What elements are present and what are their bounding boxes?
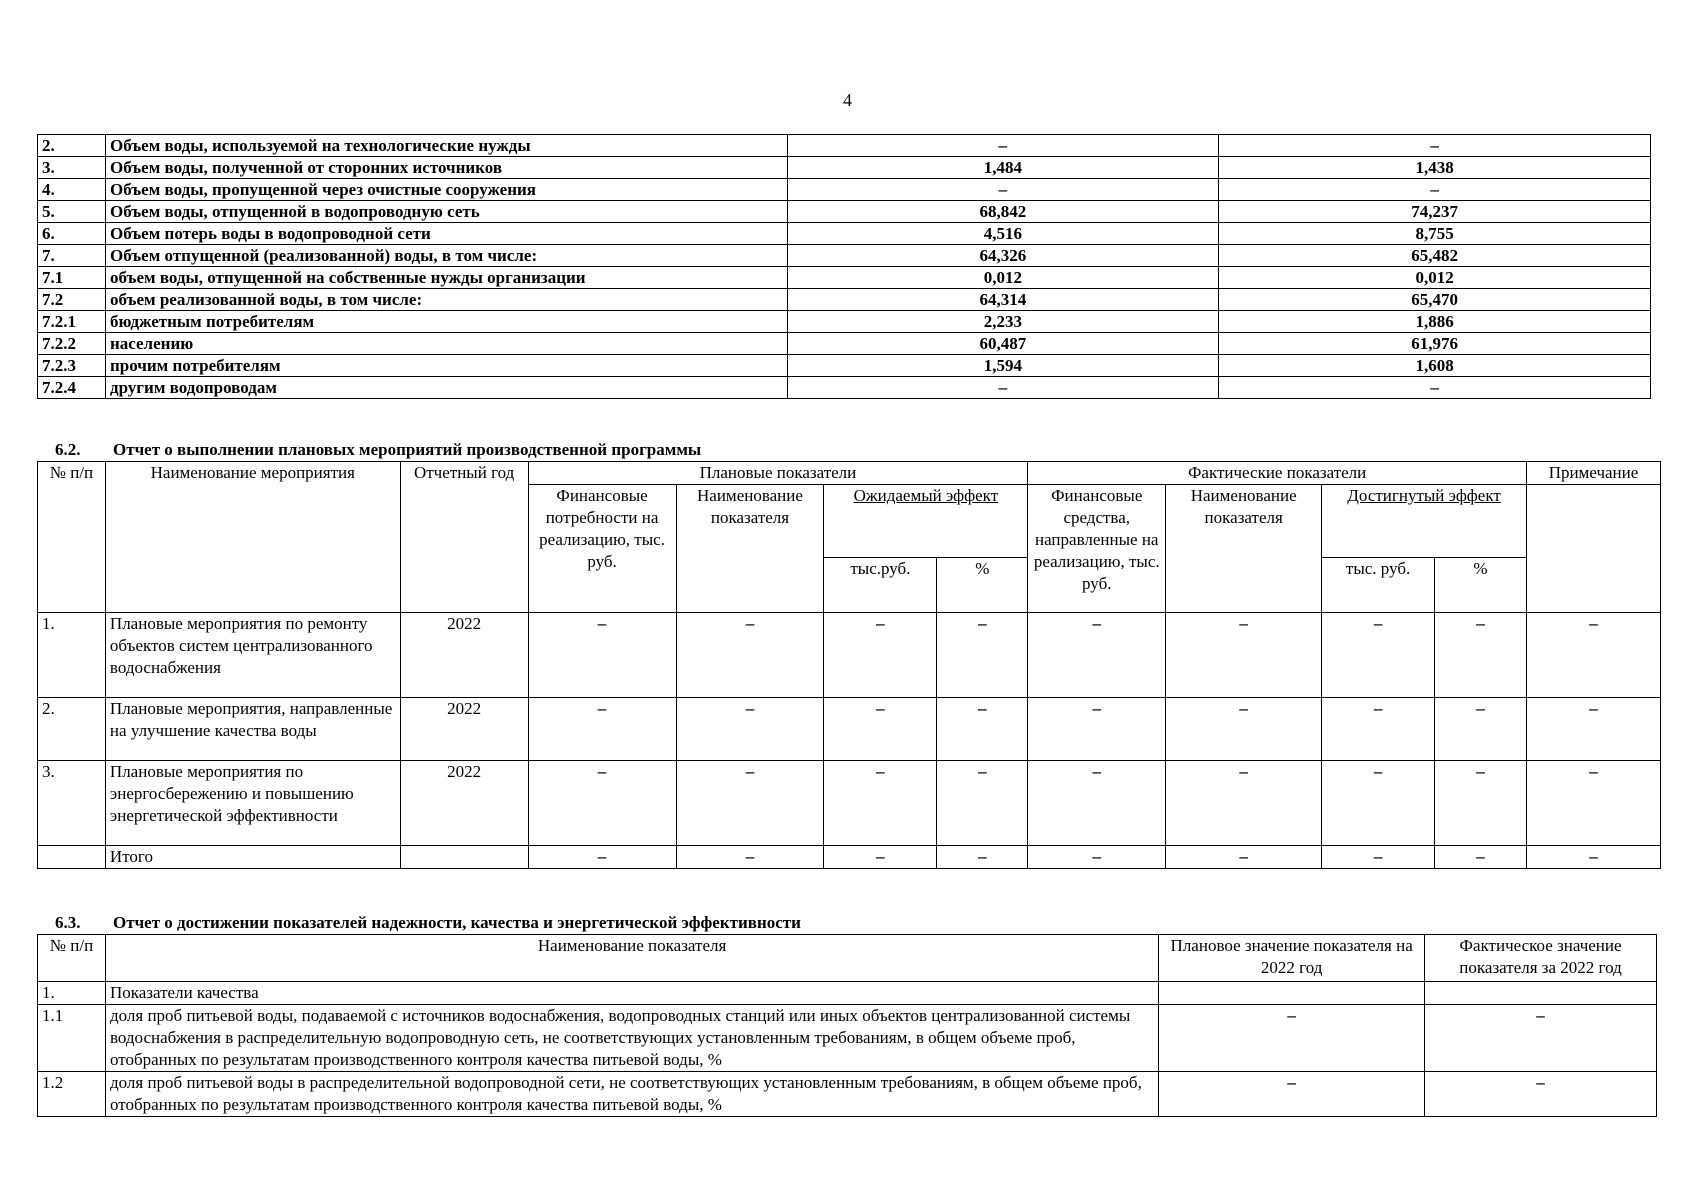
- section-6-2-title: [55, 440, 701, 460]
- table-row: [38, 1072, 1657, 1117]
- row-value: –: [1028, 761, 1166, 846]
- row-value-plan: –: [787, 179, 1219, 201]
- header-actual: Фактические показатели: [1028, 462, 1527, 485]
- section-6-3-title: [55, 913, 801, 933]
- table-row: [38, 377, 1651, 399]
- row-value: –: [1166, 761, 1322, 846]
- row-value: –: [1435, 613, 1527, 698]
- section-title-text: Отчет о выполнении плановых мероприятий производственной программы: [113, 440, 702, 459]
- row-number: 1.: [38, 613, 106, 698]
- row-value: –: [1166, 613, 1322, 698]
- page-number: 4: [843, 90, 852, 110]
- row-name: Объем воды, полученной от сторонних источников: [105, 157, 787, 179]
- row-number: 7.1: [38, 267, 106, 289]
- table-row: [38, 761, 1661, 846]
- row-value: –: [1526, 761, 1660, 846]
- total-value: –: [1435, 846, 1527, 869]
- row-number: 1.2: [38, 1072, 106, 1117]
- table-row: [38, 698, 1661, 761]
- row-value-fact: –: [1219, 377, 1651, 399]
- row-number: 2.: [38, 698, 106, 761]
- section-number: 6.2.: [55, 440, 81, 459]
- row-number: 7.2.4: [38, 377, 106, 399]
- row-value-plan: –: [787, 377, 1219, 399]
- row-number: 3.: [38, 761, 106, 846]
- row-number: 2.: [38, 135, 106, 157]
- header-act-fin: Финансовые средства, направленные на реализацию, тыс. руб.: [1028, 485, 1166, 613]
- header-fact: Фактическое значение показателя за 2022 год: [1425, 935, 1657, 982]
- row-value: –: [1028, 613, 1166, 698]
- total-value: –: [1526, 846, 1660, 869]
- row-number: 3.: [38, 157, 106, 179]
- header-num: № п/п: [38, 935, 106, 982]
- row-value: –: [937, 698, 1028, 761]
- row-value-plan: 4,516: [787, 223, 1219, 245]
- row-value: –: [1526, 613, 1660, 698]
- row-name: Объем воды, используемой на технологические нужды: [105, 135, 787, 157]
- total-value: –: [824, 846, 937, 869]
- row-value-fact: 61,976: [1219, 333, 1651, 355]
- total-value: –: [1028, 846, 1166, 869]
- row-name: другим водопроводам: [105, 377, 787, 399]
- row-value: –: [676, 761, 824, 846]
- total-value: –: [1166, 846, 1322, 869]
- row-name: Объем отпущенной (реализованной) воды, в том числе:: [105, 245, 787, 267]
- row-value-plan: 2,233: [787, 311, 1219, 333]
- header-plan-effect: Ожидаемый эффект: [824, 485, 1028, 558]
- row-value-fact: 1,886: [1219, 311, 1651, 333]
- row-number: 7.: [38, 245, 106, 267]
- row-name: Плановые мероприятия по энергосбережению и повышению энергетической эффективности: [105, 761, 400, 846]
- header-name: Наименование показателя: [105, 935, 1158, 982]
- row-fact-value: –: [1425, 1005, 1657, 1072]
- row-value: –: [1322, 698, 1435, 761]
- total-value: –: [528, 846, 676, 869]
- row-fact-value: [1425, 982, 1657, 1005]
- row-value: –: [1028, 698, 1166, 761]
- row-value-plan: 1,484: [787, 157, 1219, 179]
- section-title-text: Отчет о достижении показателей надежности, качества и энергетической эффективности: [113, 913, 801, 932]
- row-name: населению: [105, 333, 787, 355]
- row-value: –: [1526, 698, 1660, 761]
- header-plan-fin: Финансовые потребности на реализацию, тыс. руб.: [528, 485, 676, 613]
- row-name: объем реализованной воды, в том числе:: [105, 289, 787, 311]
- table-row: [38, 223, 1651, 245]
- row-year: 2022: [400, 698, 528, 761]
- row-value-plan: 68,842: [787, 201, 1219, 223]
- header-plan: Плановое значение показателя на 2022 год: [1159, 935, 1425, 982]
- row-value-fact: –: [1219, 179, 1651, 201]
- header-num: № п/п: [38, 462, 106, 613]
- table-row: [38, 201, 1651, 223]
- indicators-table: [37, 934, 1657, 1117]
- header-act-ind: Наименование показателя: [1166, 485, 1322, 613]
- table-row: [38, 613, 1661, 698]
- table-row: [38, 157, 1651, 179]
- row-name: Объем воды, отпущенной в водопроводную сеть: [105, 201, 787, 223]
- row-value-plan: 1,594: [787, 355, 1219, 377]
- table-row: [38, 245, 1651, 267]
- row-value: –: [937, 761, 1028, 846]
- row-value-fact: 65,470: [1219, 289, 1651, 311]
- row-plan-value: [1159, 982, 1425, 1005]
- table-row: [38, 982, 1657, 1005]
- header-plan-ind: Наименование показателя: [676, 485, 824, 613]
- row-number: 7.2.1: [38, 311, 106, 333]
- total-year-empty: [400, 846, 528, 869]
- header-act-effect: Достигнутый эффект: [1322, 485, 1527, 558]
- header-note-empty: [1526, 485, 1660, 613]
- row-value-plan: 0,012: [787, 267, 1219, 289]
- row-name: Объем воды, пропущенной через очистные сооружения: [105, 179, 787, 201]
- row-year: 2022: [400, 761, 528, 846]
- table-row: [38, 333, 1651, 355]
- row-name: Плановые мероприятия по ремонту объектов систем централизованного водоснабжения: [105, 613, 400, 698]
- total-row: [38, 846, 1661, 869]
- row-year: 2022: [400, 613, 528, 698]
- row-value-fact: 74,237: [1219, 201, 1651, 223]
- water-balance-table: [37, 134, 1651, 399]
- row-number: 1.: [38, 982, 106, 1005]
- section-number: 6.3.: [55, 913, 81, 932]
- row-plan-value: –: [1159, 1005, 1425, 1072]
- row-number: 5.: [38, 201, 106, 223]
- table-row: [38, 289, 1651, 311]
- row-value-plan: 60,487: [787, 333, 1219, 355]
- row-fact-value: –: [1425, 1072, 1657, 1117]
- row-value: –: [528, 698, 676, 761]
- table-row: [38, 311, 1651, 333]
- row-name: Показатели качества: [105, 982, 1158, 1005]
- header-plan-rub: тыс.руб.: [824, 557, 937, 613]
- row-value-fact: –: [1219, 135, 1651, 157]
- row-name: Плановые мероприятия, направленные на улучшение качества воды: [105, 698, 400, 761]
- total-value: –: [1322, 846, 1435, 869]
- row-value-fact: 1,608: [1219, 355, 1651, 377]
- row-name: прочим потребителям: [105, 355, 787, 377]
- row-value: –: [1166, 698, 1322, 761]
- row-number: 1.1: [38, 1005, 106, 1072]
- row-name: доля проб питьевой воды, подаваемой с источников водоснабжения, водопроводных станций или иных объектов централизованной системы водоснабжения в распределительную водопроводную сеть, не соответствующих установленным требованиям, в общем объеме проб, отобранных по результатам производственного контроля качества питьевой воды, %: [105, 1005, 1158, 1072]
- row-value: –: [824, 761, 937, 846]
- row-number: 4.: [38, 179, 106, 201]
- row-value: –: [528, 761, 676, 846]
- header-act-rub: тыс. руб.: [1322, 557, 1435, 613]
- header-planned: Плановые показатели: [528, 462, 1028, 485]
- row-number: 7.2.2: [38, 333, 106, 355]
- row-value: –: [676, 613, 824, 698]
- table-row: [38, 179, 1651, 201]
- total-value: –: [676, 846, 824, 869]
- row-value: –: [1322, 613, 1435, 698]
- row-number: 7.2: [38, 289, 106, 311]
- table-row: [38, 1005, 1657, 1072]
- row-value-fact: 8,755: [1219, 223, 1651, 245]
- row-value-plan: 64,326: [787, 245, 1219, 267]
- row-value: –: [824, 698, 937, 761]
- header-act-pct: %: [1435, 557, 1527, 613]
- row-value: –: [1322, 761, 1435, 846]
- header-note: Примечание: [1526, 462, 1660, 485]
- table-row: [38, 355, 1651, 377]
- row-value: –: [676, 698, 824, 761]
- header-plan-pct: %: [937, 557, 1028, 613]
- row-value: –: [528, 613, 676, 698]
- row-value-plan: 64,314: [787, 289, 1219, 311]
- row-name: бюджетным потребителям: [105, 311, 787, 333]
- table-row: [38, 135, 1651, 157]
- header-year: Отчетный год: [400, 462, 528, 613]
- total-num-empty: [38, 846, 106, 869]
- row-plan-value: –: [1159, 1072, 1425, 1117]
- row-name: Объем потерь воды в водопроводной сети: [105, 223, 787, 245]
- row-value-fact: 0,012: [1219, 267, 1651, 289]
- row-value: –: [1435, 761, 1527, 846]
- total-label: Итого: [105, 846, 400, 869]
- row-value: –: [937, 613, 1028, 698]
- row-value: –: [824, 613, 937, 698]
- table-row: [38, 267, 1651, 289]
- row-value-fact: 1,438: [1219, 157, 1651, 179]
- row-number: 6.: [38, 223, 106, 245]
- planned-activities-table: [37, 461, 1661, 869]
- row-value: –: [1435, 698, 1527, 761]
- header-name: Наименование мероприятия: [105, 462, 400, 613]
- row-name: доля проб питьевой воды в распределительной водопроводной сети, не соответствующих установленным требованиям, в общем объеме проб, отобранных по результатам производственного контроля качества питьевой воды, %: [105, 1072, 1158, 1117]
- total-value: –: [937, 846, 1028, 869]
- row-value-plan: –: [787, 135, 1219, 157]
- row-name: объем воды, отпущенной на собственные нужды организации: [105, 267, 787, 289]
- row-value-fact: 65,482: [1219, 245, 1651, 267]
- row-number: 7.2.3: [38, 355, 106, 377]
